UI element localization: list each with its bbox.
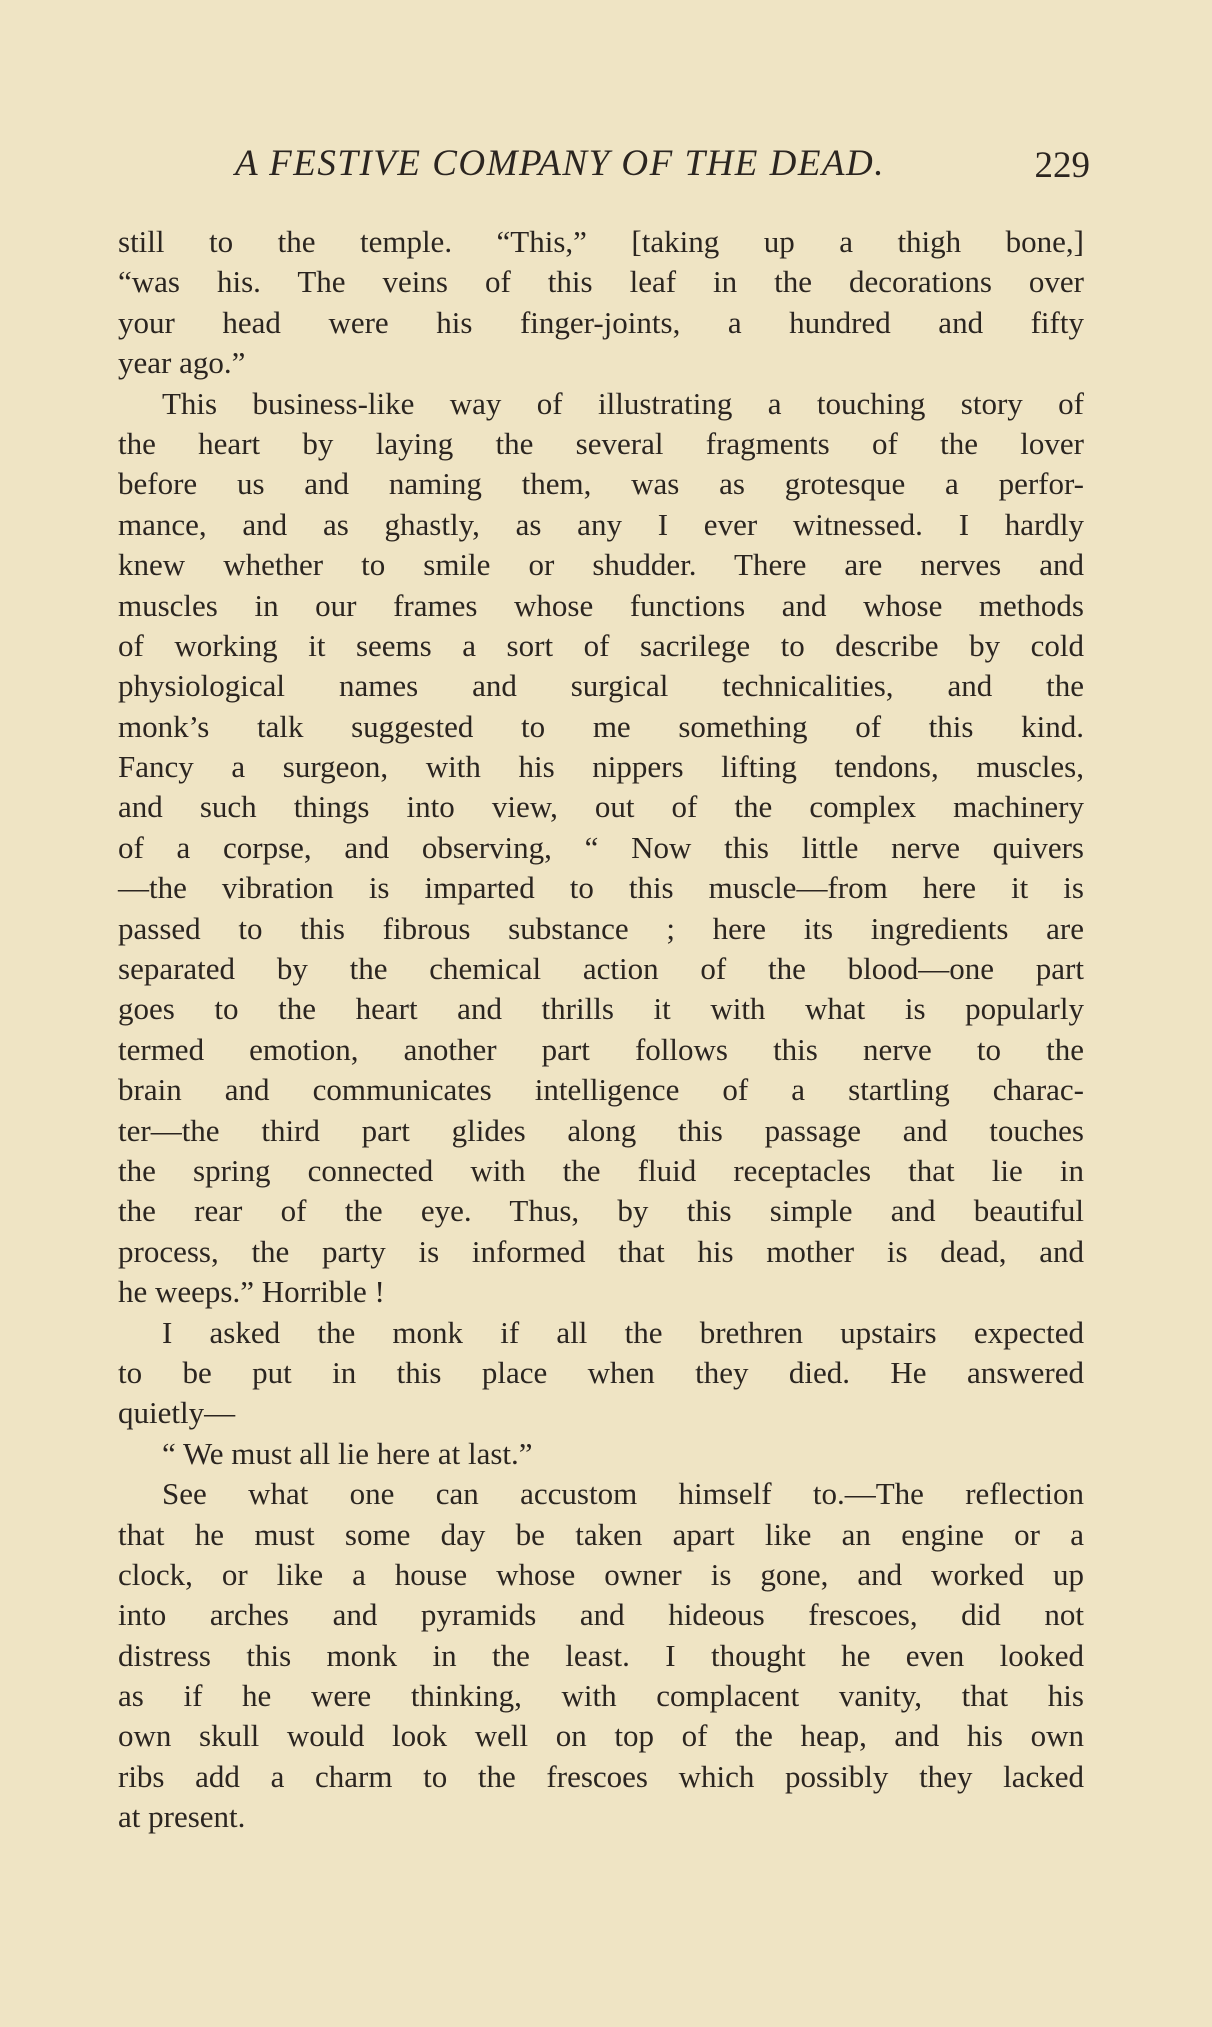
text-line: physiological names and surgical technicalities, and the — [118, 668, 1084, 704]
text-line: still to the temple. “This,” [taking up a thigh bone,] — [118, 224, 1084, 259]
text-line: at present. — [118, 1799, 246, 1835]
text-line: the spring connected with the fluid receptacles that lie in — [118, 1152, 1084, 1188]
text-line: Fancy a surgeon, with his nippers lifting tendons, muscles, — [118, 749, 1084, 785]
text-line: brain and communicates intelligence of a startling charac- — [118, 1072, 1084, 1108]
text-line: he weeps.” Horrible ! — [118, 1274, 385, 1310]
text-line: the heart by laying the several fragments of the lover — [118, 425, 1084, 461]
text-line: muscles in our frames whose functions and whose methods — [118, 587, 1084, 623]
text-line: termed emotion, another part follows this nerve to the — [118, 1031, 1084, 1067]
text-line: the rear of the eye. Thus, by this simple and beautiful — [118, 1193, 1084, 1229]
text-line: own skull would look well on top of the heap, and his own — [118, 1718, 1084, 1754]
text-line: goes to the heart and thrills it with what is popularly — [118, 991, 1084, 1027]
text-line: mance, and as ghastly, as any I ever witnessed. I hardly — [118, 506, 1084, 542]
text-line: your head were his finger-joints, a hundred and fifty — [118, 304, 1084, 340]
text-line: that he must some day be taken apart like an engine or a — [118, 1516, 1084, 1552]
running-title: A FESTIVE COMPANY OF THE DEAD. — [235, 143, 886, 184]
text-line: knew whether to smile or shudder. There are nerves and — [118, 547, 1084, 583]
text-line: quietly— — [118, 1395, 236, 1431]
text-line: monk’s talk suggested to me something of this kind. — [118, 708, 1084, 744]
text-line: as if he were thinking, with complacent vanity, that his — [118, 1678, 1084, 1714]
text-line: distress this monk in the least. I thought he even looked — [118, 1637, 1084, 1673]
text-line: year ago.” — [118, 345, 246, 381]
body-text — [118, 222, 1084, 1838]
text-line: separated by the chemical action of the blood—one part — [118, 951, 1084, 987]
text-line: before us and naming them, was as grotesque a perfor- — [118, 466, 1084, 502]
text-line: See what one can accustom himself to.—The reflection — [162, 1476, 1084, 1512]
text-line: clock, or like a house whose owner is gone, and worked up — [118, 1556, 1084, 1592]
text-line: into arches and pyramids and hideous frescoes, did not — [118, 1597, 1084, 1633]
running-head — [150, 142, 1090, 192]
text-line: passed to this fibrous substance ; here its ingredients are — [118, 910, 1084, 946]
page-number: 229 — [1034, 145, 1090, 186]
text-line: process, the party is informed that his mother is dead, and — [118, 1233, 1084, 1269]
text-line: to be put in this place when they died. He answered — [118, 1354, 1084, 1390]
text-line: ter—the third part glides along this passage and touches — [118, 1112, 1084, 1148]
text-line: ribs add a charm to the frescoes which possibly they lacked — [118, 1758, 1084, 1794]
text-line: “was his. The veins of this leaf in the decorations over — [118, 264, 1084, 300]
text-line: This business-like way of illustrating a touching story of — [162, 385, 1084, 421]
text-line: —the vibration is imparted to this muscle—from here it is — [118, 870, 1084, 906]
text-line: I asked the monk if all the brethren upstairs expected — [162, 1314, 1084, 1350]
text-line: “ We must all lie here at last.” — [162, 1435, 533, 1471]
text-line: and such things into view, out of the complex machinery — [118, 789, 1084, 825]
text-line: of a corpse, and observing, “ Now this little nerve quivers — [118, 829, 1084, 865]
text-line: of working it seems a sort of sacrilege to describe by cold — [118, 627, 1084, 663]
